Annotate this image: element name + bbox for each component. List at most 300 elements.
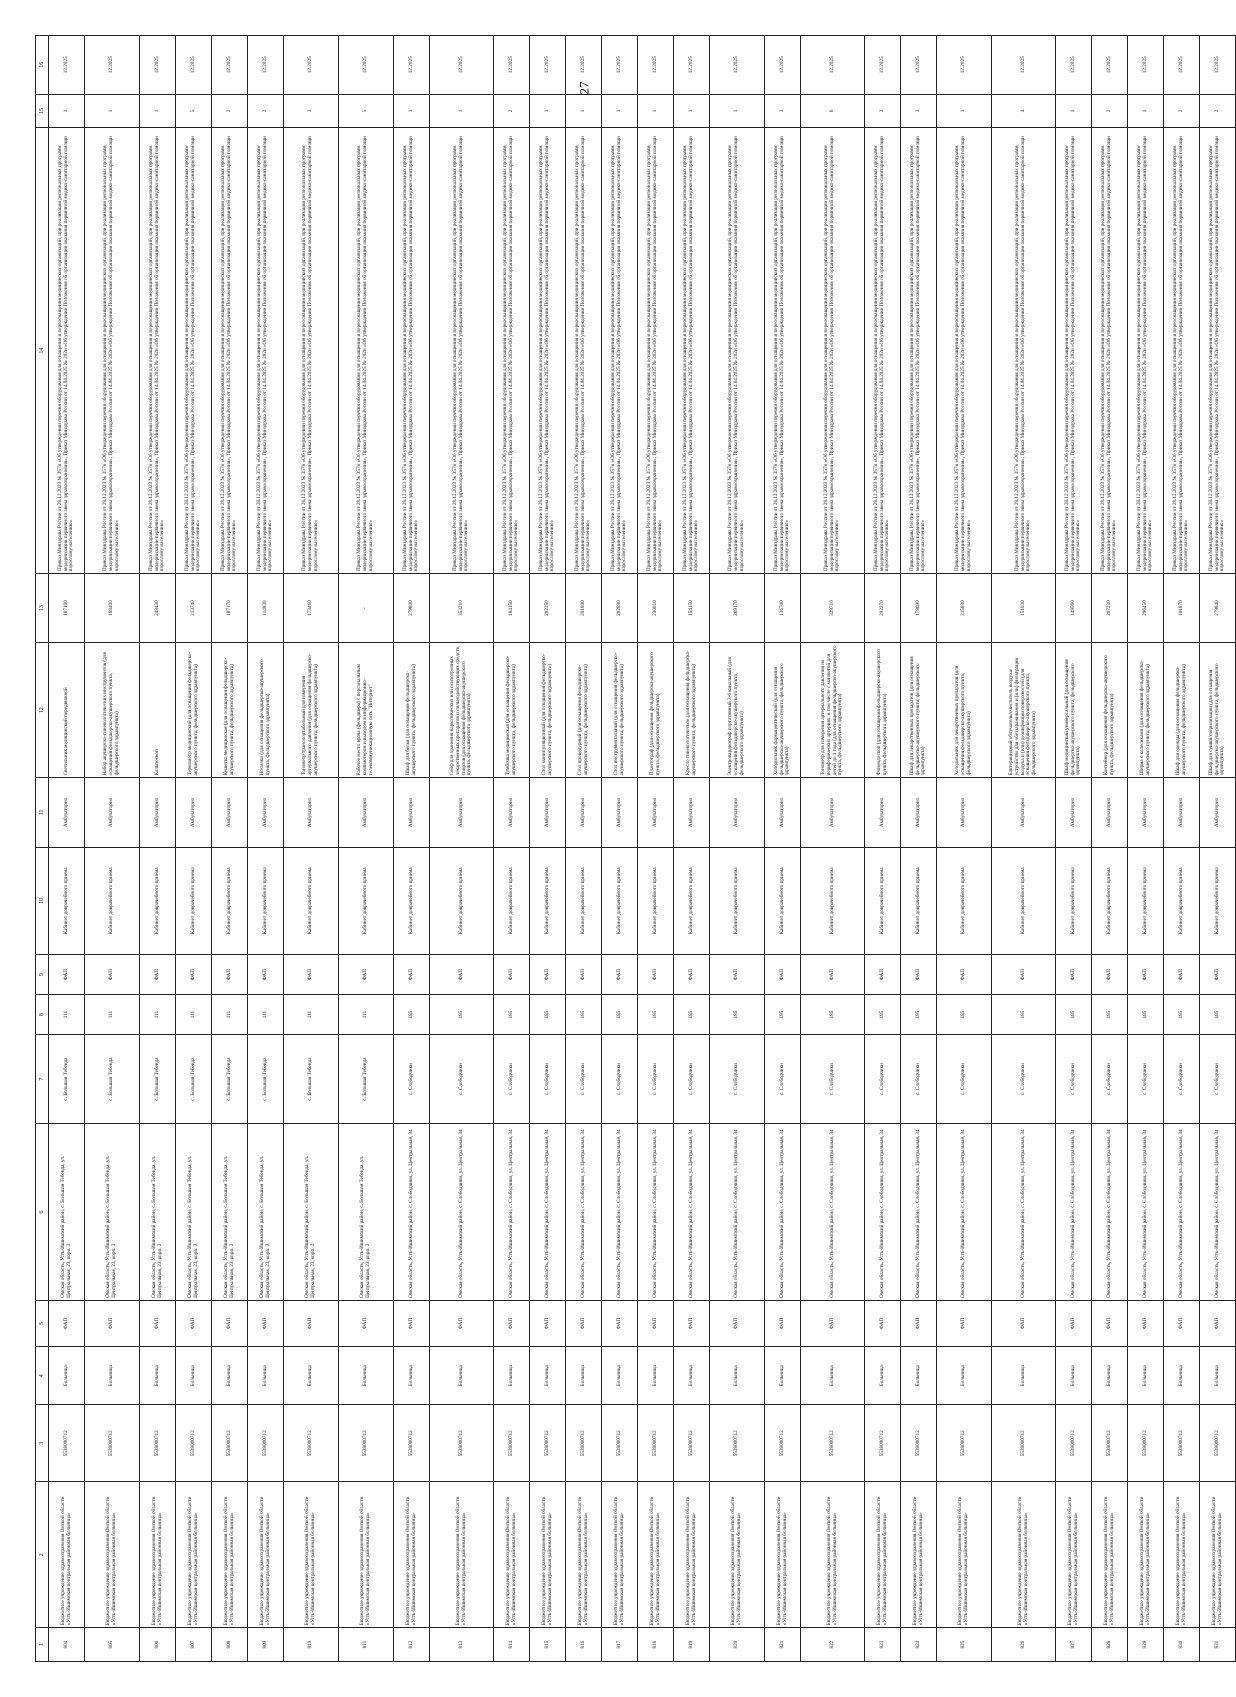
inn: 5538000712 — [176, 1405, 212, 1482]
column-number-16: 16 — [36, 36, 49, 95]
org-type: Больница — [1200, 1346, 1236, 1404]
column-number-11: 11 — [36, 778, 49, 847]
planned-date: 12.2025 — [1056, 36, 1092, 95]
cabinet-name: Кабинет доврачебного приема — [530, 847, 566, 955]
cabinet-name: Кабинет доврачебного приема — [992, 847, 1056, 955]
table-row — [212, 36, 248, 1662]
planned-date: 12.2025 — [674, 36, 710, 95]
settlement-code: 185 — [530, 995, 566, 1035]
planned-date: 12.2025 — [638, 36, 674, 95]
org-type: Больница — [992, 1346, 1056, 1404]
row-number: 831 — [1200, 1628, 1236, 1662]
address: Омская область, Усть-Ишимский район, с. Слободчики, ул. Центральная, 34 — [430, 1124, 494, 1301]
facility-kind: ФАП — [49, 1300, 85, 1346]
care-type: Амбулаторно — [566, 778, 602, 847]
cabinet-name: Кабинет доврачебного приема — [865, 847, 901, 955]
settlement-code: 111 — [176, 995, 212, 1035]
settlement: с. Слободчики — [566, 1035, 602, 1124]
regulation-basis: Приказ Минздрава России от 28.12.2023 № 357н «Об утверждении перечня оборудования для оснащения и переоснащения медицинских организаций, при реализации региональных программ модернизации первичного звена здравоохранения», Приказ Минздрава России от 14.04.2025 № 202н «Об утверждении Положения об организации оказания первичной медико-санитарной помощи взрослому населению» — [674, 128, 710, 574]
facility-kind: ФАП — [284, 1300, 339, 1346]
equipment-name: Шкаф медицинский универсальный (для оснащения фельдшерско-акушерского пункта, фельдшерского здравпункта) — [1056, 643, 1092, 778]
quantity: 6 — [801, 94, 865, 128]
organization-name: Бюджетное учреждение здравоохранения Омской области «Усть-Ишимская центральная районная больница» — [1056, 1482, 1092, 1628]
organization-name: Бюджетное учреждение здравоохранения Омской области «Усть-Ишимская центральная районная больница» — [430, 1482, 494, 1628]
equipment-code: 187100 — [49, 574, 85, 643]
table-row — [49, 36, 85, 1662]
column-number-1: 1 — [36, 1628, 49, 1662]
organization-name: Бюджетное учреждение здравоохранения Омской области «Усть-Ишимская центральная районная больница» — [284, 1482, 339, 1628]
settlement: с. Слободчики — [1128, 1035, 1164, 1124]
unit-kind: ФАП — [765, 955, 801, 995]
unit-kind: ФАП — [530, 955, 566, 995]
quantity: 1 — [638, 94, 674, 128]
facility-kind: ФАП — [1128, 1300, 1164, 1346]
planned-date: 12.2025 — [1128, 36, 1164, 95]
quantity: 1 — [1056, 94, 1092, 128]
address: Омская область, Усть-Ишимский район, с. Слободчики, ул. Центральная, 34 — [1056, 1124, 1092, 1301]
settlement: с. Большая Тебенда — [284, 1035, 339, 1124]
equipment-name: Электрокардиограф портативный 3-6 канальный (для оснащения фельдшерско-акушерского пункта, фельдшерского здравпункта) — [710, 643, 765, 778]
unit-kind: ФАП — [85, 955, 140, 995]
address: Омская область, Усть-Ишимский район, с. Большая Тебенда, ул. Центральная, 23, корп. 2 — [140, 1124, 176, 1301]
org-type: Больница — [674, 1346, 710, 1404]
planned-date: 12.2025 — [937, 36, 992, 95]
organization-name: Бюджетное учреждение здравоохранения Омской области «Усть-Ишимская центральная районная больница» — [1200, 1482, 1236, 1628]
cabinet-name: Кабинет доврачебного приема — [394, 847, 430, 955]
regulation-basis: Приказ Минздрава России от 28.12.2023 № 357н «Об утверждении перечня оборудования для оснащения и переоснащения медицинских организаций, при реализации региональных программ модернизации первичного звена здравоохранения», Приказ Минздрава России от 14.04.2025 № 202н «Об утверждении Положения об организации оказания первичной медико-санитарной помощи взрослому населению» — [1056, 128, 1092, 574]
org-type: Больница — [212, 1346, 248, 1404]
regulation-basis: Приказ Минздрава России от 28.12.2023 № 357н «Об утверждении перечня оборудования для оснащения и переоснащения медицинских организаций, при реализации региональных программ модернизации первичного звена здравоохранения», Приказ Минздрава России от 14.04.2025 № 202н «Об утверждении Положения об организации оказания первичной медико-санитарной помощи взрослому населению» — [1128, 128, 1164, 574]
regulation-basis: Приказ Минздрава России от 28.12.2023 № 357н «Об утверждении перечня оборудования для оснащения и переоснащения медицинских организаций, при реализации региональных программ модернизации первичного звена здравоохранения», Приказ Минздрава России от 14.04.2025 № 202н «Об утверждении Положения об организации оказания первичной медико-санитарной помощи взрослому населению» — [765, 128, 801, 574]
inn: 5538000712 — [992, 1405, 1056, 1482]
planned-date: 12.2025 — [765, 36, 801, 95]
care-type: Амбулаторно — [765, 778, 801, 847]
row-number: 829 — [1128, 1628, 1164, 1662]
regulation-basis: Приказ Минздрава России от 28.12.2023 № 357н «Об утверждении перечня оборудования для оснащения и переоснащения медицинских организаций, при реализации региональных программ модернизации первичного звена здравоохранения», Приказ Минздрава России от 14.04.2025 № 202н «Об утверждении Положения об организации оказания первичной медико-санитарной помощи взрослому населению» — [284, 128, 339, 574]
quantity: 1 — [765, 94, 801, 128]
organization-name: Бюджетное учреждение здравоохранения Омской области «Усть-Ишимская центральная районная больница» — [494, 1482, 530, 1628]
facility-kind: ФАП — [1056, 1300, 1092, 1346]
rotated-table-container — [35, 35, 1226, 1662]
quantity: 1 — [49, 94, 85, 128]
planned-date: 12.2025 — [710, 36, 765, 95]
facility-kind: ФАП — [865, 1300, 901, 1346]
settlement-code: 185 — [1200, 995, 1236, 1035]
unit-kind: ФАП — [901, 955, 937, 995]
settlement-code: 185 — [602, 995, 638, 1035]
facility-kind: ФАП — [801, 1300, 865, 1346]
cabinet-name: Кабинет доврачебного приема — [765, 847, 801, 955]
equipment-code: 184150 — [494, 574, 530, 643]
settlement-code: 111 — [85, 995, 140, 1035]
inn: 5538000712 — [140, 1405, 176, 1482]
equipment-code: 201800 — [566, 574, 602, 643]
care-type: Амбулаторно — [248, 778, 284, 847]
inn: 5538000712 — [212, 1405, 248, 1482]
table-row — [1164, 36, 1200, 1662]
care-type: Амбулаторно — [530, 778, 566, 847]
row-number: 804 — [49, 1628, 85, 1662]
facility-kind: ФАП — [638, 1300, 674, 1346]
org-type: Больница — [1164, 1346, 1200, 1404]
table-row — [801, 36, 865, 1662]
unit-kind: ФАП — [638, 955, 674, 995]
regulation-basis: Приказ Минздрава России от 28.12.2023 № 357н «Об утверждении перечня оборудования для оснащения и переоснащения медицинских организаций, при реализации региональных программ модернизации первичного звена здравоохранения», Приказ Минздрава России от 14.04.2025 № 202н «Об утверждении Положения об организации оказания первичной медико-санитарной помощи взрослому населению» — [176, 128, 212, 574]
org-type: Больница — [765, 1346, 801, 1404]
cabinet-name: Кабинет доврачебного приема — [494, 847, 530, 955]
settlement: с. Слободчики — [394, 1035, 430, 1124]
planned-date: 12.2025 — [494, 36, 530, 95]
unit-kind: ФАП — [394, 955, 430, 995]
address: Омская область, Усть-Ишимский район, с. Большая Тебенда, ул. Центральная, 23, корп. 2 — [248, 1124, 284, 1301]
settlement: с. Большая Тебенда — [85, 1035, 140, 1124]
care-type: Амбулаторно — [85, 778, 140, 847]
settlement-code: 185 — [430, 995, 494, 1035]
facility-kind: ФАП — [674, 1300, 710, 1346]
quantity: 3 — [865, 94, 901, 128]
unit-kind: ФАП — [1164, 955, 1200, 995]
cabinet-name: Кабинет доврачебного приема — [937, 847, 992, 955]
regulation-basis: Приказ Минздрава России от 28.12.2023 № 357н «Об утверждении перечня оборудования для оснащения и переоснащения медицинских организаций, при реализации региональных программ модернизации первичного звена здравоохранения», Приказ Минздрава России от 14.04.2025 № 202н «Об утверждении Положения об организации оказания первичной медико-санитарной помощи взрослому населению» — [566, 128, 602, 574]
regulation-basis: Приказ Минздрава России от 28.12.2023 № 357н «Об утверждении перечня оборудования для оснащения и переоснащения медицинских организаций, при реализации региональных программ модернизации первичного звена здравоохранения», Приказ Минздрава России от 14.04.2025 № 202н «Об утверждении Положения об организации оказания первичной медико-санитарной помощи взрослому населению» — [248, 128, 284, 574]
regulation-basis: Приказ Минздрава России от 28.12.2023 № 357н «Об утверждении перечня оборудования для оснащения и переоснащения медицинских организаций, при реализации региональных программ модернизации первичного звена здравоохранения», Приказ Минздрава России от 14.04.2025 № 202н «Об утверждении Положения об организации оказания первичной медико-санитарной помощи взрослому населению» — [49, 128, 85, 574]
table-row — [602, 36, 638, 1662]
inn: 5538000712 — [602, 1405, 638, 1482]
facility-kind: ФАП — [530, 1300, 566, 1346]
organization-name: Бюджетное учреждение здравоохранения Омской области «Усть-Ишимская центральная районная больница» — [566, 1482, 602, 1628]
equipment-table — [35, 35, 1236, 1662]
address: Омская область, Усть-Ишимский район, с. Слободчики, ул. Центральная, 34 — [494, 1124, 530, 1301]
equipment-code: 296450 — [1128, 574, 1164, 643]
planned-date: 12.2025 — [530, 36, 566, 95]
inn: 5538000712 — [1164, 1405, 1200, 1482]
equipment-code: 279840 — [1200, 574, 1236, 643]
regulation-basis: Приказ Минздрава России от 28.12.2023 № 357н «Об утверждении перечня оборудования для оснащения и переоснащения медицинских организаций, при реализации региональных программ модернизации первичного звена здравоохранения», Приказ Минздрава России от 14.04.2025 № 202н «Об утверждении Положения об организации оказания первичной медико-санитарной помощи взрослому населению» — [865, 128, 901, 574]
equipment-name: Контейнер (для оснащения фельдшерско-акушерского пункта, фельдшерского здравпункта) — [1092, 643, 1128, 778]
organization-name: Бюджетное учреждение здравоохранения Омской области «Усть-Ишимская центральная районная больница» — [49, 1482, 85, 1628]
facility-kind: ФАП — [85, 1300, 140, 1346]
cabinet-name: Кабинет доврачебного приема — [284, 847, 339, 955]
address: Омская область, Усть-Ишимский район, с. Слободчики, ул. Центральная, 34 — [937, 1124, 992, 1301]
quantity: 2 — [1164, 94, 1200, 128]
settlement-code: 185 — [674, 995, 710, 1035]
row-number: 824 — [901, 1628, 937, 1662]
settlement-code: 185 — [1164, 995, 1200, 1035]
unit-kind: ФАП — [176, 955, 212, 995]
organization-name: Бюджетное учреждение здравоохранения Омской области «Усть-Ишимская центральная районная больница» — [530, 1482, 566, 1628]
equipment-code: 154150 — [674, 574, 710, 643]
planned-date: 12.2025 — [1092, 36, 1128, 95]
settlement: с. Слободчики — [602, 1035, 638, 1124]
planned-date: 12.2025 — [801, 36, 865, 95]
care-type: Амбулаторно — [865, 778, 901, 847]
settlement-code: 185 — [865, 995, 901, 1035]
equipment-code: 230010 — [638, 574, 674, 643]
care-type: Амбулаторно — [1056, 778, 1092, 847]
quantity: 1 — [1128, 94, 1164, 128]
row-number: 810 — [284, 1628, 339, 1662]
planned-date: 12.2025 — [1164, 36, 1200, 95]
care-type: Амбулаторно — [494, 778, 530, 847]
equipment-code: 207230 — [1092, 574, 1128, 643]
org-type: Больница — [176, 1346, 212, 1404]
org-type: Больница — [85, 1346, 140, 1404]
table-row — [248, 36, 284, 1662]
organization-name: Бюджетное учреждение здравоохранения Омской области «Усть-Ишимская центральная районная больница» — [710, 1482, 765, 1628]
address: Омская область, Усть-Ишимский район, с. Слободчики, ул. Центральная, 34 — [530, 1124, 566, 1301]
org-type: Больница — [284, 1346, 339, 1404]
quantity: 1 — [85, 94, 140, 128]
address: Омская область, Усть-Ишимский район, с. Слободчики, ул. Центральная, 34 — [1128, 1124, 1164, 1301]
quantity: 1 — [710, 94, 765, 128]
unit-kind: ФАП — [937, 955, 992, 995]
organization-name: Бюджетное учреждение здравоохранения Омской области «Усть-Ишимская центральная районная больница» — [674, 1482, 710, 1628]
quantity: 1 — [140, 94, 176, 128]
equipment-code: 213740 — [176, 574, 212, 643]
table-row — [1092, 36, 1128, 1662]
row-number: 813 — [430, 1628, 494, 1662]
settlement: с. Слободчики — [937, 1035, 992, 1124]
equipment-name: Шкаф для сушки/стерилизации (для оснащения фельдшерско-акушерского пункта, фельдшерского здравпункта) — [1200, 643, 1236, 778]
equipment-code: 179690 — [901, 574, 937, 643]
quantity: 1 — [530, 94, 566, 128]
settlement-code: 185 — [937, 995, 992, 1035]
equipment-code: 269170 — [710, 574, 765, 643]
equipment-code: 101870 — [1164, 574, 1200, 643]
unit-kind: ФАП — [674, 955, 710, 995]
cabinet-name: Кабинет доврачебного приема — [1128, 847, 1164, 955]
quantity: 2 — [212, 94, 248, 128]
settlement-code: 185 — [765, 995, 801, 1035]
planned-date: 12.2025 — [85, 36, 140, 95]
regulation-basis: Приказ Минздрава России от 28.12.2023 № 357н «Об утверждении перечня оборудования для оснащения и переоснащения медицинских организаций, при реализации региональных программ модернизации первичного звена здравоохранения», Приказ Минздрава России от 14.04.2025 № 202н «Об утверждении Положения об организации оказания первичной медико-санитарной помощи взрослому населению» — [710, 128, 765, 574]
equipment-name: Шкаф для одежды (для оснащения фельдшерско-акушерского пункта, фельдшерского здравпункта) — [1164, 643, 1200, 778]
row-number: 825 — [937, 1628, 992, 1662]
row-number: 815 — [530, 1628, 566, 1662]
organization-name: Бюджетное учреждение здравоохранения Омской области «Усть-Ишимская центральная районная больница» — [85, 1482, 140, 1628]
organization-name: Бюджетное учреждение здравоохранения Омской области «Усть-Ишимская центральная районная больница» — [992, 1482, 1056, 1628]
quantity: 2 — [248, 94, 284, 128]
address: Омская область, Усть-Ишимский район, с. Большая Тебенда, ул. Центральная, 23, корп. 2 — [85, 1124, 140, 1301]
address: Омская область, Усть-Ишимский район, с. Слободчики, ул. Центральная, 34 — [710, 1124, 765, 1301]
table-row — [1128, 36, 1164, 1662]
column-number-3: 3 — [36, 1405, 49, 1482]
quantity: 1 — [566, 94, 602, 128]
address: Омская область, Усть-Ишимский район, с. Слободчики, ул. Центральная, 34 — [765, 1124, 801, 1301]
inn: 5538000712 — [339, 1405, 394, 1482]
organization-name: Бюджетное учреждение здравоохранения Омской области «Усть-Ишимская центральная районная больница» — [638, 1482, 674, 1628]
row-number: 823 — [865, 1628, 901, 1662]
settlement: с. Слободчики — [494, 1035, 530, 1124]
unit-kind: ФАП — [284, 955, 339, 995]
equipment-name: Фонендоскоп (для оснащения фельдшерско-акушерского пункта, фельдшерского здравпункта) — [865, 643, 901, 778]
address: Омская область, Усть-Ишимский район, с. Слободчики, ул. Центральная, 34 — [602, 1124, 638, 1301]
address: Омская область, Усть-Ишимский район, с. Слободчики, ул. Центральная, 34 — [801, 1124, 865, 1301]
table-row — [865, 36, 901, 1662]
organization-name: Бюджетное учреждение здравоохранения Омской области «Усть-Ишимская центральная районная больница» — [801, 1482, 865, 1628]
inn: 5538000712 — [765, 1405, 801, 1482]
regulation-basis: Приказ Минздрава России от 28.12.2023 № 357н «Об утверждении перечня оборудования для оснащения и переоснащения медицинских организаций, при реализации региональных программ модернизации первичного звена здравоохранения», Приказ Минздрава России от 14.04.2025 № 202н «Об утверждении Положения об организации оказания первичной медико-санитарной помощи взрослому населению» — [339, 128, 394, 574]
settlement: с. Слободчики — [801, 1035, 865, 1124]
page-number: 27 — [576, 81, 592, 95]
care-type: Амбулаторно — [339, 778, 394, 847]
care-type: Амбулаторно — [1092, 778, 1128, 847]
unit-kind: ФАП — [430, 955, 494, 995]
settlement-code: 111 — [339, 995, 394, 1035]
facility-kind: ФАП — [494, 1300, 530, 1346]
settlement-code: 185 — [901, 995, 937, 1035]
quantity: 1 — [674, 94, 710, 128]
settlement: с. Слободчики — [901, 1035, 937, 1124]
organization-name: Бюджетное учреждение здравоохранения Омской области «Усть-Ишимская центральная районная больница» — [176, 1482, 212, 1628]
care-type: Амбулаторно — [710, 778, 765, 847]
unit-kind: ФАП — [140, 955, 176, 995]
inn: 5538000712 — [710, 1405, 765, 1482]
facility-kind: ФАП — [176, 1300, 212, 1346]
inn: 5538000712 — [49, 1405, 85, 1482]
address: Омская область, Усть-Ишимский район, с. Большая Тебенда, ул. Центральная, 23, корп. 2 — [212, 1124, 248, 1301]
settlement-code: 111 — [284, 995, 339, 1035]
row-number: 805 — [85, 1628, 140, 1662]
address: Омская область, Усть-Ишимский район, с. Слободчики, ул. Центральная, 34 — [865, 1124, 901, 1301]
planned-date: 12.2025 — [339, 36, 394, 95]
equipment-name: Ширма с колесиками (для оснащения фельдшерско-акушерского пункта, фельдшерского здравпункта) — [1128, 643, 1164, 778]
unit-kind: ФАП — [248, 955, 284, 995]
equipment-name: Шкаф для лекарственных препаратов (для оснащения фельдшерско-акушерского пункта, фельдшерского здравпункта) — [901, 643, 937, 778]
row-number: 821 — [765, 1628, 801, 1662]
inn: 5538000712 — [1056, 1405, 1092, 1482]
quantity: 4 — [992, 94, 1056, 128]
org-type: Больница — [566, 1346, 602, 1404]
quantity: 2 — [494, 94, 530, 128]
cabinet-name: Кабинет доврачебного приема — [1056, 847, 1092, 955]
inn: 5538000712 — [248, 1405, 284, 1482]
table-row — [394, 36, 430, 1662]
organization-name: Бюджетное учреждение здравоохранения Омской области «Усть-Ишимская центральная районная больница» — [1164, 1482, 1200, 1628]
row-number: 811 — [339, 1628, 394, 1662]
column-number-2: 2 — [36, 1482, 49, 1628]
equipment-name: Стол инструментальный (для оснащения фельдшерско-акушерского пункта, фельдшерского здравпункта) — [602, 643, 638, 778]
planned-date: 12.2025 — [394, 36, 430, 95]
column-number-4: 4 — [36, 1346, 49, 1404]
unit-kind: ФАП — [494, 955, 530, 995]
care-type: Амбулаторно — [430, 778, 494, 847]
regulation-basis: Приказ Минздрава России от 28.12.2023 № 357н «Об утверждении перечня оборудования для оснащения и переоснащения медицинских организаций, при реализации региональных программ модернизации первичного звена здравоохранения», Приказ Минздрава России от 14.04.2025 № 202н «Об утверждении Положения об организации оказания первичной медико-санитарной помощи взрослому населению» — [801, 128, 865, 574]
cabinet-name: Кабинет доврачебного приема — [566, 847, 602, 955]
settlement: с. Большая Тебенда — [248, 1035, 284, 1124]
facility-kind: ФАП — [1092, 1300, 1128, 1346]
facility-kind: ФАП — [566, 1300, 602, 1346]
quantity: 1 — [602, 94, 638, 128]
row-number: 828 — [1092, 1628, 1128, 1662]
regulation-basis: Приказ Минздрава России от 28.12.2023 № 357н «Об утверждении перечня оборудования для оснащения и переоснащения медицинских организаций, при реализации региональных программ модернизации первичного звена здравоохранения», Приказ Минздрава России от 14.04.2025 № 202н «Об утверждении Положения об организации оказания первичной медико-санитарной помощи взрослому населению» — [901, 128, 937, 574]
settlement-code: 185 — [394, 995, 430, 1035]
cabinet-name: Кабинет доврачебного приема — [212, 847, 248, 955]
planned-date: 12.2025 — [566, 36, 602, 95]
inn: 5538000712 — [865, 1405, 901, 1482]
settlement: с. Слободчики — [710, 1035, 765, 1124]
inn: 5538000712 — [284, 1405, 339, 1482]
planned-date: 12.2025 — [992, 36, 1056, 95]
address: Омская область, Усть-Ишимский район, с. Слободчики, ул. Центральная, 34 — [992, 1124, 1056, 1301]
facility-kind: ФАП — [430, 1300, 494, 1346]
settlement: с. Слободчики — [530, 1035, 566, 1124]
quantity: 5 — [339, 94, 394, 128]
row-number: 812 — [394, 1628, 430, 1662]
unit-kind: ФАП — [801, 955, 865, 995]
equipment-name: Набор акушерско-гинекологических инструментов (для оснащения фельдшерско-акушерского пункта, фельдшерского здравпункта) — [85, 643, 140, 778]
settlement: с. Слободчики — [1092, 1035, 1128, 1124]
settlement-code: 111 — [212, 995, 248, 1035]
cabinet-name: Кабинет доврачебного приема — [1200, 847, 1236, 955]
settlement-code: 185 — [801, 995, 865, 1035]
equipment-name: Кушетка медицинская (для оснащения фельдшерско-акушерского пункта, фельдшерского здравпункта) — [212, 643, 248, 778]
organization-name: Бюджетное учреждение здравоохранения Омской области «Усть-Ишимская центральная районная больница» — [901, 1482, 937, 1628]
table-row — [937, 36, 992, 1662]
facility-kind: ФАП — [765, 1300, 801, 1346]
settlement-code: 185 — [1128, 995, 1164, 1035]
address: Омская область, Усть-Ишимский район, с. Слободчики, ул. Центральная, 34 — [1092, 1124, 1128, 1301]
quantity: 1 — [394, 94, 430, 128]
row-number: 807 — [176, 1628, 212, 1662]
organization-name: Бюджетное учреждение здравоохранения Омской области «Усть-Ишимская центральная районная больница» — [248, 1482, 284, 1628]
regulation-basis: Приказ Минздрава России от 28.12.2023 № 357н «Об утверждении перечня оборудования для оснащения и переоснащения медицинских организаций, при реализации региональных программ модернизации первичного звена здравоохранения», Приказ Минздрава России от 14.04.2025 № 202н «Об утверждении Положения об организации оказания первичной медико-санитарной помощи взрослому населению» — [992, 128, 1056, 574]
quantity: 5 — [176, 94, 212, 128]
address: Омская область, Усть-Ишимский район, с. Слободчики, ул. Центральная, 34 — [674, 1124, 710, 1301]
settlement: с. Слободчики — [674, 1035, 710, 1124]
unit-kind: ФАП — [602, 955, 638, 995]
cabinet-name: Кабинет доврачебного приема — [801, 847, 865, 955]
inn: 5538000712 — [674, 1405, 710, 1482]
address: Омская область, Усть-Ишимский район, с. Слободчики, ул. Центральная, 34 — [1164, 1124, 1200, 1301]
settlement: с. Большая Тебенда — [49, 1035, 85, 1124]
equipment-name: Кресло гинекологическое (для оснащения фельдшерско-акушерского пункта, фельдшерского здравпункта) — [674, 643, 710, 778]
column-number-10: 10 — [36, 847, 49, 955]
equipment-name: Стол манипуляционный (для оснащения фельдшерско-акушерского пункта, фельдшерского здравпункта) — [530, 643, 566, 778]
facility-kind: ФАП — [602, 1300, 638, 1346]
equipment-code: 187170 — [212, 574, 248, 643]
equipment-code: - — [339, 574, 394, 643]
planned-date: 12.2025 — [284, 36, 339, 95]
settlement-code: 185 — [710, 995, 765, 1035]
planned-date: 12.2025 — [49, 36, 85, 95]
unit-kind: ФАП — [710, 955, 765, 995]
cabinet-name: Кабинет доврачебного приема — [85, 847, 140, 955]
inn: 5538000712 — [85, 1405, 140, 1482]
planned-date: 12.2025 — [602, 36, 638, 95]
cabinet-name: Кабинет доврачебного приема — [901, 847, 937, 955]
org-type: Больница — [248, 1346, 284, 1404]
org-type: Больница — [638, 1346, 674, 1404]
care-type: Амбулаторно — [801, 778, 865, 847]
cabinet-name: Кабинет доврачебного приема — [140, 847, 176, 955]
column-number-14: 14 — [36, 128, 49, 574]
quantity: 2 — [1092, 94, 1128, 128]
facility-kind: ФАП — [710, 1300, 765, 1346]
equipment-code: 114830 — [248, 574, 284, 643]
equipment-code: 151030 — [992, 574, 1056, 643]
table-row — [176, 36, 212, 1662]
settlement: с. Слободчики — [1200, 1035, 1236, 1124]
care-type: Амбулаторно — [176, 778, 212, 847]
unit-kind: ФАП — [1092, 955, 1128, 995]
org-type: Больница — [494, 1346, 530, 1404]
settlement: с. Слободчики — [638, 1035, 674, 1124]
regulation-basis: Приказ Минздрава России от 28.12.2023 № 357н «Об утверждении перечня оборудования для оснащения и переоснащения медицинских организаций, при реализации региональных программ модернизации первичного звена здравоохранения», Приказ Минздрава России от 14.04.2025 № 202н «Об утверждении Положения об организации оказания первичной медико-санитарной помощи взрослому населению» — [602, 128, 638, 574]
table-row — [992, 36, 1056, 1662]
column-number-8: 8 — [36, 995, 49, 1035]
care-type: Амбулаторно — [1200, 778, 1236, 847]
